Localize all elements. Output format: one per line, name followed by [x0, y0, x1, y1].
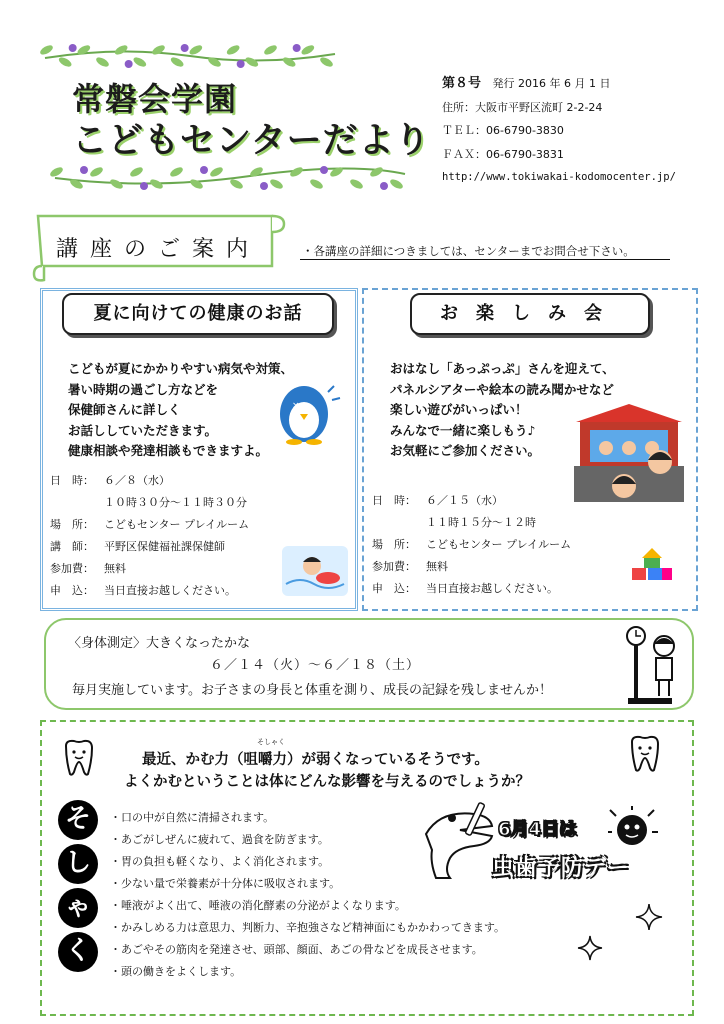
schedule-row	[372, 534, 571, 556]
schedule-value: 無料	[104, 562, 126, 575]
fun-event-title: お楽しみ会	[410, 293, 650, 335]
title-gakuen: 常磐会学園	[72, 80, 238, 118]
schedule-row	[50, 580, 249, 602]
measurement-dates: ６／１４（火）～６／１８（土）	[210, 658, 421, 673]
schedule-row	[372, 512, 571, 534]
schedule-label: 申 込：	[50, 584, 94, 597]
measurement-text: 毎月実施しています。お子さまの身長と体重を測り、成長の記録を残しませんか！	[72, 683, 552, 698]
height-scale-illustration	[626, 624, 686, 706]
soshaku-circle: し	[58, 844, 98, 884]
tel: ＴＥＬ：06-6790-3830	[442, 124, 564, 137]
svg-text:××: ××	[292, 401, 308, 411]
schedule-row	[372, 578, 571, 600]
schedule-value: 平野区保健福祉課保健師	[104, 540, 225, 553]
list-item: ・あごやその筋肉を発達させ、頭部、顔面、あごの骨などを成長させます。	[110, 943, 483, 956]
grape-icon	[380, 182, 388, 190]
fun-event-schedule	[372, 490, 571, 600]
schedule-label: 場 所：	[50, 518, 94, 531]
schedule-label: 講 師：	[50, 540, 94, 553]
schedule-row	[50, 558, 249, 580]
puppet-theater-illustration	[574, 404, 684, 504]
list-item: ・唾液がよく出て、唾液の消化酵素の分泌がよくなります。	[110, 899, 406, 912]
courses-note: ・各講座の詳細につきましては、センターまでお問合せ下さい。	[302, 244, 635, 258]
schedule-value: 当日直接お越しください。	[104, 584, 236, 597]
leaf-icon	[209, 165, 225, 178]
leaf-icon	[244, 56, 260, 69]
schedule-row	[50, 514, 249, 536]
list-item: ・頭の働きをよくします。	[110, 965, 242, 978]
leaf-icon	[309, 178, 325, 191]
leaf-icon	[319, 56, 335, 69]
germ-icon	[608, 806, 658, 852]
schedule-label: 日 時：	[372, 494, 416, 507]
schedule-label: 日 時：	[50, 474, 94, 487]
list-item: ・少ない量で栄養素が十分体に吸収されます。	[110, 877, 341, 890]
leaf-icon	[151, 43, 167, 56]
ruby-soshaku: そしゃく	[257, 738, 285, 746]
vine-decoration-bottom	[50, 160, 410, 200]
body-line: お話ししていただきます。	[68, 422, 218, 438]
grape-icon	[125, 60, 133, 68]
title-newsletter: こどもセンターだより	[72, 121, 431, 161]
leaf-icon	[129, 165, 145, 178]
leaf-icon	[369, 165, 385, 178]
schedule-label: 申 込：	[372, 582, 416, 595]
issue-date: 発行 2016 年 6 月 1 日	[492, 77, 611, 90]
issue-number: 第８号	[442, 76, 482, 91]
schedule-value: こどもセンター プレイルーム	[426, 538, 572, 551]
note-underline	[300, 259, 670, 260]
address: 住所：大阪市平野区流町 2-2-24	[442, 100, 603, 114]
chewing-line-1: 最近、かむ力（咀嚼力）が弱くなっているそうです。	[142, 752, 489, 768]
leaf-icon	[225, 43, 241, 56]
body-line: 暑い時期の過ごし方などを	[68, 381, 219, 397]
toy-blocks-icon	[630, 548, 674, 582]
grape-icon	[181, 44, 189, 52]
body-line: 保健師さんに詳しく	[68, 402, 181, 417]
tooth-day-date: 6月4日は	[498, 819, 578, 840]
website-link[interactable]: http://www.tokiwakai-kodomocenter.jp/	[442, 171, 676, 183]
issue-info	[442, 72, 676, 190]
chewing-line-2: よくかむということは体にどんな影響を与えるのでしょうか？	[124, 774, 530, 790]
leaf-icon	[169, 56, 185, 69]
leaf-icon	[281, 56, 297, 69]
schedule-row	[372, 556, 571, 578]
grape-icon	[140, 182, 148, 190]
schedule-row	[50, 470, 249, 492]
body-line: 健康相談や発達相談もできますよ。	[68, 443, 269, 458]
grape-icon	[80, 166, 88, 174]
leaf-icon	[189, 178, 205, 191]
schedule-value: こどもセンター プレイルーム	[104, 518, 250, 531]
leaf-icon	[95, 56, 111, 69]
body-line: パネルシアターや絵本の読み聞かせなど	[390, 381, 614, 397]
schedule-value: 無料	[426, 560, 448, 573]
soshaku-circle: そ	[58, 800, 98, 840]
leaf-icon	[263, 43, 279, 56]
leaf-icon	[229, 178, 245, 191]
schedule-label: 場 所：	[372, 538, 416, 551]
schedule-value: １０時３０分～１１時３０分	[104, 496, 247, 509]
vine-decoration-top	[40, 36, 340, 76]
list-item: ・あごがしぜんに疲れて、過食を防ぎます。	[110, 833, 329, 846]
tooth-icon-right	[628, 734, 662, 774]
leaf-icon	[132, 56, 148, 69]
leaf-icon	[89, 165, 105, 178]
schedule-row	[372, 490, 571, 512]
swimming-child-illustration	[282, 546, 348, 596]
body-line: 楽しい遊びがいっぱい！	[390, 402, 528, 417]
list-item: ・胃の負担も軽くなり、よく消化されます。	[110, 855, 330, 868]
leaf-icon	[57, 56, 73, 69]
leaf-icon	[269, 178, 285, 191]
tooth-day-title: 虫歯予防デー	[492, 856, 631, 881]
health-talk-schedule	[50, 470, 249, 602]
leaf-icon	[49, 165, 65, 178]
schedule-value: ６／１５（水）	[426, 494, 503, 507]
sparkle-icon	[636, 904, 662, 930]
leaf-icon	[169, 165, 185, 178]
soshaku-circle: く	[58, 932, 98, 972]
leaf-icon	[389, 178, 405, 191]
grape-icon	[200, 166, 208, 174]
schedule-value: １１時１５分～１２時	[426, 516, 536, 529]
grape-icon	[293, 44, 301, 52]
leaf-icon	[329, 165, 345, 178]
list-item: ・口の中が自然に清掃されます。	[110, 811, 275, 824]
health-talk-title: 夏に向けての健康のお話	[62, 293, 334, 335]
health-talk-body	[68, 359, 293, 462]
leaf-icon	[113, 43, 129, 56]
penguin-illustration	[272, 378, 342, 448]
body-line: みんなで一緒に楽しもう♪	[390, 422, 536, 438]
fax: ＦＡＸ：06-6790-3831	[442, 147, 564, 161]
body-line: お気軽にご参加ください。	[390, 443, 541, 458]
schedule-row	[50, 492, 249, 514]
tooth-icon-left	[62, 738, 96, 778]
body-line: こどもが夏にかかりやすい病気や対策、	[68, 361, 294, 376]
grape-icon	[237, 60, 245, 68]
grape-icon	[260, 182, 268, 190]
body-line: おはなし「あっぷっぷ」さんを迎えて、	[390, 361, 615, 376]
leaf-icon	[39, 43, 55, 56]
leaf-icon	[300, 43, 316, 56]
schedule-label: 参加費：	[50, 562, 94, 575]
leaf-icon	[349, 178, 365, 191]
soshaku-circle: ゃ	[58, 888, 98, 928]
courses-heading: 講座のご案内	[56, 237, 261, 262]
schedule-value: 当日直接お越しください。	[426, 582, 558, 595]
measurement-heading: 〈身体測定〉大きくなったかな	[68, 636, 251, 651]
leaf-icon	[188, 43, 204, 56]
sparkle-icon	[578, 936, 602, 960]
schedule-label: 参加費：	[372, 560, 416, 573]
schedule-value: ６／８（水）	[104, 474, 170, 487]
list-item: ・かみしめる力は意思力、判断力、辛抱強さなど精神面にもかかわってきます。	[110, 921, 506, 934]
schedule-row	[50, 536, 249, 558]
grape-icon	[320, 166, 328, 174]
grape-icon	[69, 44, 77, 52]
